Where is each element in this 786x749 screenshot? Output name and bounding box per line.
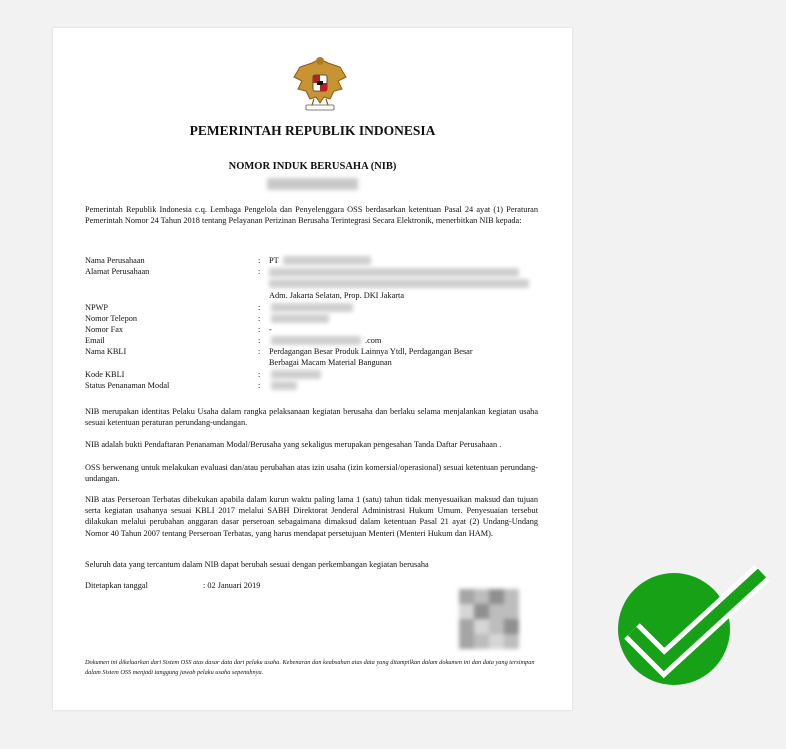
redacted-npwp (271, 303, 353, 312)
value-nama-kbli-line1: Perdagangan Besar Produk Lainnya Ytdl, Perdagangan Besar (269, 347, 473, 356)
redacted-email (271, 336, 361, 345)
garuda-emblem-icon (290, 53, 350, 115)
paragraph-seluruh-data: Seluruh data yang tercantum dalam NIB dapat berubah sesuai dengan perkembangan kegiatan berusaha (85, 560, 429, 569)
document-subtitle: NOMOR INDUK BERUSAHA (NIB) (228, 161, 397, 172)
colon: : (258, 325, 261, 334)
colon: : (258, 347, 261, 356)
colon: : (258, 381, 261, 390)
label-nama-perusahaan: Nama Perusahaan (85, 256, 145, 265)
value-ditetapkan-tanggal: : 02 Januari 2019 (203, 581, 261, 590)
label-npwp: NPWP (85, 303, 109, 312)
footer-disclaimer: Dokumen ini dikeluarkan dari Sistem OSS atas dasar data dari pelaku usaha. Kebenaran dan keabsahan atas data yang ditampilkan dalam dokumen ini dan data yang tersimpan dalam Sistem OSS menjadi tanggung jawab pelaku usaha sepenuhnya. (85, 659, 535, 676)
redacted-address-line (269, 268, 519, 277)
nib-document (53, 28, 572, 710)
redacted-telepon (271, 314, 329, 323)
qr-code-redacted (459, 589, 519, 649)
redacted-company-name (283, 256, 371, 265)
label-kode-kbli: Kode KBLI (85, 370, 125, 379)
value-email-domain: .com (365, 336, 382, 345)
label-ditetapkan-tanggal: Ditetapkan tanggal (85, 581, 148, 590)
colon: : (258, 303, 261, 312)
colon: : (258, 256, 261, 265)
label-status-penanaman-modal: Status Penanaman Modal (85, 381, 170, 390)
paragraph-nib-identitas: NIB merupakan identitas Pelaku Usaha dalam rangka pelaksanaan kegiatan berusaha dan berlaku selama menjalankan kegiatan usaha sesuai ketentuan peraturan perundang-undangan. (85, 407, 538, 428)
value-nomor-fax: - (269, 325, 272, 334)
colon: : (258, 267, 261, 276)
intro-paragraph: Pemerintah Republik Indonesia c.q. Lembaga Pengelola dan Penyelenggara OSS berdasarkan ketentuan Pasal 24 ayat (1) Peraturan Pemerintah Nomor 24 Tahun 2018 tentang Pelayanan Perizinan Berusaha Terintegrasi Secara Elektronik, menerbitkan NIB kepada: (85, 205, 538, 226)
label-email: Email (85, 336, 105, 345)
redacted-address-line (269, 279, 529, 288)
label-nomor-telepon: Nomor Telepon (85, 314, 138, 323)
redacted-status-modal (271, 381, 297, 390)
label-alamat-perusahaan: Alamat Perusahaan (85, 267, 150, 276)
value-nama-kbli-line2: Berbagai Macam Material Bangunan (269, 358, 392, 367)
paragraph-nib-pt: NIB atas Perseroan Terbatas dibekukan apabila dalam kurun waktu paling lama 1 (satu) tahun tidak menyesuaikan maksud dan tujuan serta kegiatan usahanya sesuai KBLI 2017 melalui SABH Direktorat Jenderal Administrasi Hukum Umum. Penyesuaian tersebut dilakukan melalui perubahan anggaran dasar perseroan sebagaimana dimaksud dalam ketentuan Pasal 21 ayat (2) Undang-Undang Nomor 40 Tahun 2007 tentang Perseroan Terbatas, yang harus mendapat persetujuan Menteri (Menteri Hukum dan HAM). (85, 495, 538, 538)
colon: : (258, 314, 261, 323)
colon: : (258, 370, 261, 379)
nib-number-redacted (267, 178, 358, 190)
value-nama-perusahaan: PT (269, 256, 279, 265)
value-alamat-kota: Adm. Jakarta Selatan, Prop. DKI Jakarta (269, 291, 405, 300)
label-nomor-fax: Nomor Fax (85, 325, 124, 334)
paragraph-nib-bukti: NIB adalah bukti Pendaftaran Penanaman Modal/Berusaha yang sekaligus merupakan pengesahan Tanda Daftar Perusahaan . (85, 440, 502, 449)
document-title: PEMERINTAH REPUBLIK INDONESIA (189, 123, 436, 138)
paragraph-oss-berwenang: OSS berwenang untuk melakukan evaluasi dan/atau perubahan atas izin usaha (izin komersial/operasional) sesuai ketentuan perundang-undangan. (85, 463, 538, 484)
colon: : (258, 336, 261, 345)
redacted-kode-kbli (271, 370, 321, 379)
green-checkmark-icon (618, 565, 770, 693)
label-nama-kbli: Nama KBLI (85, 347, 127, 356)
